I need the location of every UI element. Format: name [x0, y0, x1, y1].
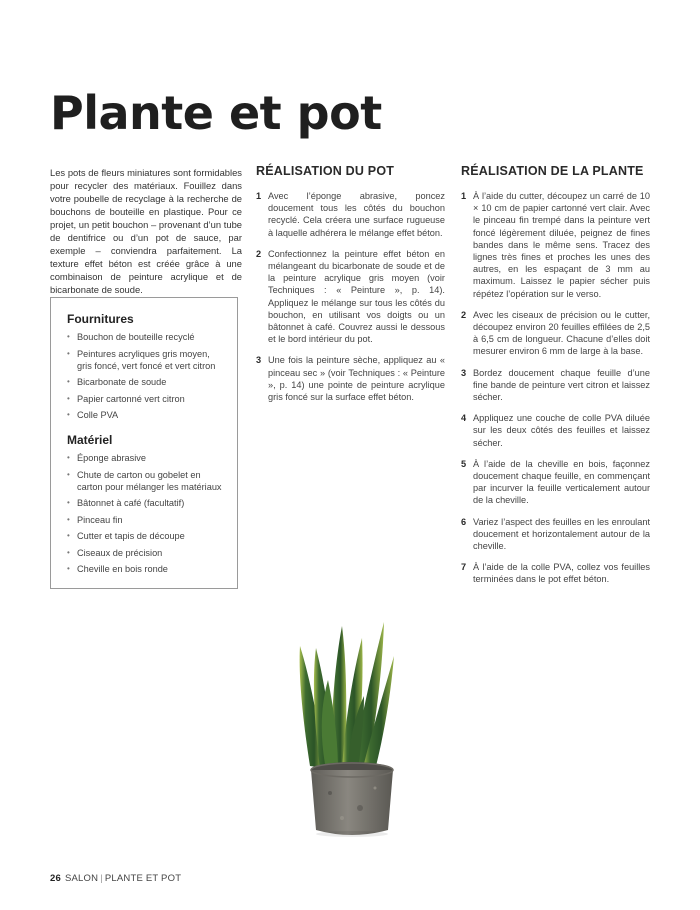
list-item: • Éponge abrasive: [67, 452, 227, 464]
pot-steps: [256, 190, 445, 412]
step-item: [461, 309, 650, 358]
list-item: • Bâtonnet à café (facultatif): [67, 497, 227, 509]
footer-section: SALON: [64, 873, 99, 884]
step-number: 2: [256, 248, 262, 259]
supplies-box: [50, 297, 238, 589]
step-number: 1: [461, 191, 467, 201]
step-number: 6: [461, 516, 467, 527]
step-text: Confectionnez la peinture effet béton en mélangeant du bicarbonate de soude et de la peinture acrylique gris moyen (voir Techniques : « Peinture », p. 14). Appliquez le mélange sur tous les côtés du bouchon, en utilisant vos doigts ou un bâtonnet à café. Couvrez aussi le dessous et le bord intérieur du pot.: [268, 248, 445, 345]
list-item: • Bicarbonate de soude: [67, 376, 227, 388]
step-text: Appliquez une couche de colle PVA diluée sur les deux côtés des feuilles et laissez sécher.: [473, 413, 650, 448]
step-text: À l’aide de la cheville en bois, façonnez doucement chaque feuille, en commençant par incurver la feuille verticalement autour de la cheville.: [473, 458, 650, 506]
step-text: Bordez doucement chaque feuille d’une fine bande de peinture vert citron et laissez sécher.: [473, 367, 650, 403]
step-item: [461, 367, 650, 404]
list-item: • Cheville en bois ronde: [67, 563, 227, 575]
intro-paragraph: Les pots de fleurs miniatures sont formidables pour recycler des matériaux. Fouillez dans votre poubelle de recyclage à la recherche de bouchons de bouteille en plastique. Pour ce projet, un petit bouchon – provenant d’un tube de dentifrice ou d’un pot de sauce, par exemple – conviendra parfaitement. La texture effet béton est créée grâce à une combinaison de peinture acrylique et de bicarbonate de soude.: [50, 167, 242, 295]
footer-chapter: PLANTE ET POT: [104, 873, 182, 884]
step-text: Avec l’éponge abrasive, poncez doucement tous les côtés du bouchon recyclé. Cela créera une surface rugueuse à laquelle adhérera le mélange effet béton.: [268, 191, 445, 238]
step-number: 4: [461, 413, 467, 424]
step-number: 7: [461, 562, 467, 573]
plant-in-pot-illustration: [290, 618, 410, 843]
step-item: [461, 458, 650, 507]
list-item: • Colle PVA: [67, 409, 227, 421]
list-item: • Chute de carton ou gobelet en carton pour mélanger les matériaux: [67, 469, 227, 493]
step-number: 3: [461, 367, 467, 378]
plant-section-heading: RÉALISATION DE LA PLANTE: [461, 164, 644, 178]
list-item: • Peintures acryliques gris moyen, gris foncé, vert foncé et vert citron: [67, 348, 227, 372]
list-item: • Papier cartonné vert citron: [67, 393, 227, 405]
step-number: 1: [256, 191, 262, 201]
step-number: 2: [461, 309, 467, 320]
supplies-heading: Fournitures: [67, 312, 134, 326]
materials-list: [67, 452, 227, 575]
pot: [311, 762, 393, 837]
list-item: • Pinceau fin: [67, 514, 227, 526]
step-item: [461, 190, 650, 300]
page-footer: [50, 873, 181, 884]
materials-heading: Matériel: [67, 433, 113, 447]
page-number: 26: [50, 873, 61, 884]
leaves: [300, 622, 394, 776]
footer-separator: |: [100, 873, 103, 884]
step-item: [256, 354, 445, 403]
step-text: À l’aide de la colle PVA, collez vos feuilles terminées dans le pot effet béton.: [473, 562, 650, 585]
step-item: [461, 412, 650, 449]
step-text: Une fois la peinture sèche, appliquez au « pinceau sec » (voir Techniques : « Peinture », p. 14) une pointe de peinture acrylique gris foncé sur la surface effet béton.: [268, 355, 445, 403]
pot-section-heading: RÉALISATION DU POT: [256, 164, 395, 178]
plant-steps: [461, 190, 650, 595]
step-item: [256, 248, 445, 346]
supplies-list: [67, 331, 227, 421]
step-item: [461, 561, 650, 585]
step-text: Variez l’aspect des feuilles en les enroulant doucement et horizontalement autour de la cheville.: [473, 516, 650, 552]
list-item: • Cutter et tapis de découpe: [67, 530, 227, 542]
step-number: 3: [256, 355, 262, 366]
step-text: Avec les ciseaux de précision ou le cutter, découpez environ 20 feuilles effilées de 2,5 à 6,5 cm de longueur. Chacune d’elles doit mesurer environ 6 mm de large à la base.: [473, 309, 650, 357]
step-text: À l’aide du cutter, découpez un carré de 10 × 10 cm de papier cartonné vert clair. Avec le pinceau fin trempé dans la peinture vert foncé légèrement diluée, peignez de fines bandes dans le même sens. Tracez des lignes très fines et proches les unes des autres, en les espaçant de 3 mm au maximum. Laissez le papier sécher puis répétez l’opération sur le verso.: [473, 191, 650, 299]
step-item: [256, 190, 445, 239]
page-title: Plante et pot: [50, 86, 382, 140]
step-number: 5: [461, 458, 467, 469]
list-item: • Bouchon de bouteille recyclé: [67, 331, 227, 343]
step-item: [461, 516, 650, 553]
list-item: • Ciseaux de précision: [67, 547, 227, 559]
